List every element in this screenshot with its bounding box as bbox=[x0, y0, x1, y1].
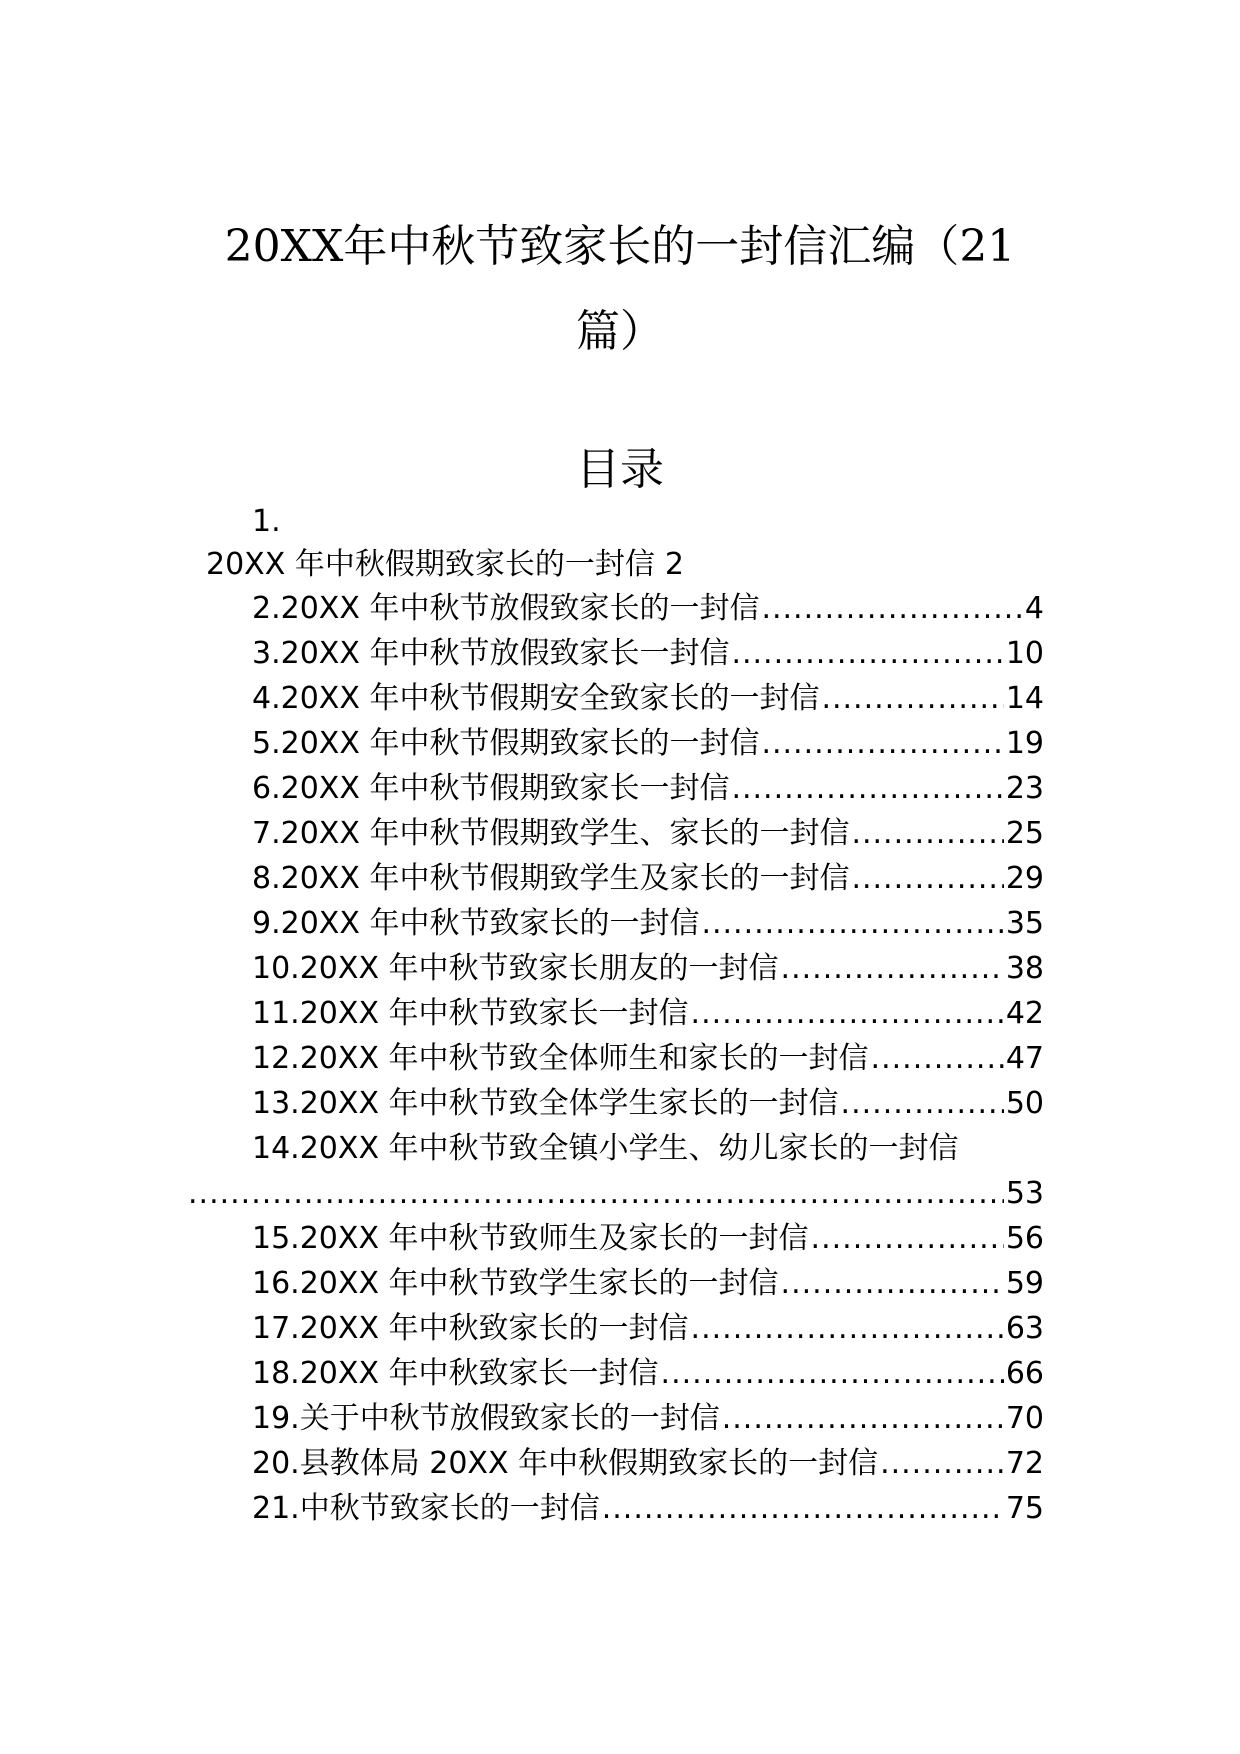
toc-entry-number: 16. bbox=[252, 1266, 300, 1301]
toc-entry-number: 5. bbox=[252, 726, 281, 761]
toc-leader-dots bbox=[871, 1037, 1004, 1081]
toc-entry[interactable] bbox=[252, 632, 1044, 676]
toc-entry-14-text-line[interactable] bbox=[252, 1127, 969, 1171]
toc-entry-text: 20XX 年中秋节假期致学生及家长的一封信 bbox=[280, 861, 850, 896]
toc-entry-page: 23 bbox=[1005, 771, 1044, 806]
toc-entry-14-page-line[interactable] bbox=[188, 1172, 1044, 1216]
toc-entry[interactable] bbox=[252, 677, 1044, 721]
toc-leader-dots bbox=[731, 632, 1003, 676]
toc-entry-page: 53 bbox=[1005, 1176, 1044, 1211]
toc-entry-1-number-line[interactable] bbox=[252, 500, 281, 544]
toc-leader-dots bbox=[821, 677, 1003, 721]
toc-entry-page: 2 bbox=[664, 547, 684, 582]
toc-leader-dots bbox=[691, 992, 1004, 1036]
toc-entry[interactable] bbox=[252, 1037, 1044, 1081]
toc-entry-page: 75 bbox=[1005, 1491, 1044, 1526]
toc-entry[interactable] bbox=[252, 1217, 1044, 1261]
toc-entry-number: 18. bbox=[252, 1356, 300, 1391]
toc-entry[interactable] bbox=[252, 902, 1044, 946]
toc-entry-text: 20XX 年中秋节致全体学生家长的一封信 bbox=[299, 1086, 839, 1121]
toc-entry-1-text-line[interactable] bbox=[206, 543, 684, 587]
document-title-line-2: 篇） bbox=[576, 306, 664, 357]
toc-entry-page: 4 bbox=[1024, 591, 1044, 626]
toc-entry-text: 20XX 年中秋节放假致家长一封信 bbox=[280, 636, 730, 671]
toc-leader-dots bbox=[701, 902, 1003, 946]
toc-entry-page: 29 bbox=[1005, 861, 1044, 896]
toc-entry-text: 20XX 年中秋致家长的一封信 bbox=[299, 1311, 689, 1346]
toc-entry-number: 15. bbox=[252, 1221, 300, 1256]
toc-entry[interactable] bbox=[252, 1307, 1044, 1351]
toc-entry-page: 14 bbox=[1005, 681, 1044, 716]
toc-entry-text: 20XX 年中秋节致全体师生和家长的一封信 bbox=[299, 1041, 869, 1076]
toc-entry[interactable] bbox=[252, 1397, 1044, 1441]
toc-entry-text: 20XX 年中秋节假期致家长的一封信 bbox=[280, 726, 760, 761]
toc-entry-number: 6. bbox=[252, 771, 281, 806]
toc-entry-number: 10. bbox=[252, 951, 300, 986]
toc-entry-text: 20XX 年中秋致家长一封信 bbox=[299, 1356, 659, 1391]
toc-leader-dots bbox=[602, 1487, 1004, 1531]
toc-entry-number: 8. bbox=[252, 861, 281, 896]
toc-entry-page: 19 bbox=[1005, 726, 1044, 761]
toc-entry-page: 70 bbox=[1005, 1401, 1044, 1436]
toc-entry-page: 47 bbox=[1005, 1041, 1044, 1076]
title-main: 年中秋节致家长的一封信汇编（ bbox=[343, 221, 960, 272]
toc-leader-dots bbox=[851, 812, 1003, 856]
toc-entry[interactable] bbox=[252, 947, 1044, 991]
toc-entry-page: 35 bbox=[1005, 906, 1044, 941]
toc-leader-dots bbox=[761, 587, 1022, 631]
toc-entry-number: 2. bbox=[252, 591, 281, 626]
toc-entry-number: 12. bbox=[252, 1041, 300, 1076]
toc-entry-text: 关于中秋节放假致家长的一封信 bbox=[299, 1401, 720, 1436]
toc-entry-text: 20XX 年中秋节致全镇小学生、幼儿家长的一封信 bbox=[299, 1131, 959, 1166]
toc-entry-page: 50 bbox=[1005, 1086, 1044, 1121]
toc-entry-text: 20XX 年中秋节放假致家长的一封信 bbox=[280, 591, 760, 626]
toc-heading: 目录 bbox=[576, 444, 664, 495]
toc-leader-dots bbox=[691, 1307, 1004, 1351]
toc-leader-dots bbox=[841, 1082, 1004, 1126]
toc-entry-text: 20XX 年中秋节致学生家长的一封信 bbox=[299, 1266, 779, 1301]
toc-entry-number: 17. bbox=[252, 1311, 300, 1346]
toc-entry-number: 4. bbox=[252, 681, 281, 716]
toc-entry-page: 10 bbox=[1005, 636, 1044, 671]
toc-entry[interactable] bbox=[252, 1487, 1044, 1531]
toc-leader-dots bbox=[851, 857, 1003, 901]
toc-entry-text: 中秋节致家长的一封信 bbox=[299, 1491, 600, 1526]
toc-entry-number: 13. bbox=[252, 1086, 300, 1121]
toc-leader-dots bbox=[722, 1397, 1004, 1441]
toc-entry-number: 7. bbox=[252, 816, 281, 851]
toc-entry-number: 9. bbox=[252, 906, 281, 941]
toc-entry-text: 20XX 年中秋节假期致家长一封信 bbox=[280, 771, 730, 806]
toc-entry[interactable] bbox=[252, 812, 1044, 856]
toc-entry[interactable] bbox=[252, 857, 1044, 901]
toc-entry-text: 20XX 年中秋节致家长朋友的一封信 bbox=[299, 951, 779, 986]
toc-leader-dots bbox=[761, 722, 1003, 766]
toc-entry[interactable] bbox=[252, 767, 1044, 811]
toc-entry-text: 20XX 年中秋假期致家长的一封信 bbox=[206, 547, 655, 582]
toc-entry-number: 19. bbox=[252, 1401, 300, 1436]
toc-entry-text: 县教体局 20XX 年中秋假期致家长的一封信 bbox=[299, 1446, 879, 1481]
toc-entry-page: 42 bbox=[1005, 996, 1044, 1031]
toc-entry-text: 20XX 年中秋节致家长的一封信 bbox=[280, 906, 700, 941]
toc-entry-text: 20XX 年中秋节假期致学生、家长的一封信 bbox=[280, 816, 850, 851]
toc-leader-dots bbox=[661, 1352, 1004, 1396]
toc-entry[interactable] bbox=[252, 1082, 1044, 1126]
toc-entry-page: 59 bbox=[1005, 1266, 1044, 1301]
toc-leader-dots bbox=[811, 1217, 1004, 1261]
toc-leader-dots bbox=[781, 947, 1004, 991]
title-year: 20XX bbox=[224, 221, 344, 272]
toc-entry-page: 38 bbox=[1005, 951, 1044, 986]
toc-entry-page: 56 bbox=[1005, 1221, 1044, 1256]
toc-entry-text: 20XX 年中秋节假期安全致家长的一封信 bbox=[280, 681, 820, 716]
toc-entry-text: 20XX 年中秋节致家长一封信 bbox=[299, 996, 689, 1031]
toc-entry[interactable] bbox=[252, 1262, 1044, 1306]
toc-entry[interactable] bbox=[252, 587, 1044, 631]
toc-entry-number: 11. bbox=[252, 996, 300, 1031]
toc-entry-number: 20. bbox=[252, 1446, 300, 1481]
toc-entry[interactable] bbox=[252, 722, 1044, 766]
toc-entry-number: 21. bbox=[252, 1491, 300, 1526]
toc-entry-page: 25 bbox=[1005, 816, 1044, 851]
toc-entry-number: 14. bbox=[252, 1131, 300, 1166]
toc-entry-text: 20XX 年中秋节致师生及家长的一封信 bbox=[299, 1221, 809, 1256]
toc-leader-dots bbox=[781, 1262, 1004, 1306]
toc-entry[interactable] bbox=[252, 992, 1044, 1036]
toc-leader-dots bbox=[731, 767, 1003, 811]
toc-entry-page: 63 bbox=[1005, 1311, 1044, 1346]
toc-entry-page: 72 bbox=[1005, 1446, 1044, 1481]
document-title-line-1 bbox=[180, 205, 1060, 289]
toc-entry-number: 1. bbox=[252, 504, 281, 539]
toc-entry-number: 3. bbox=[252, 636, 281, 671]
toc-entry-page: 66 bbox=[1005, 1356, 1044, 1391]
toc-leader-dots bbox=[188, 1172, 1004, 1216]
title-count: 21 bbox=[959, 221, 1016, 272]
toc-leader-dots bbox=[880, 1442, 1004, 1486]
toc-entry[interactable] bbox=[252, 1442, 1044, 1486]
toc-entry[interactable] bbox=[252, 1352, 1044, 1396]
